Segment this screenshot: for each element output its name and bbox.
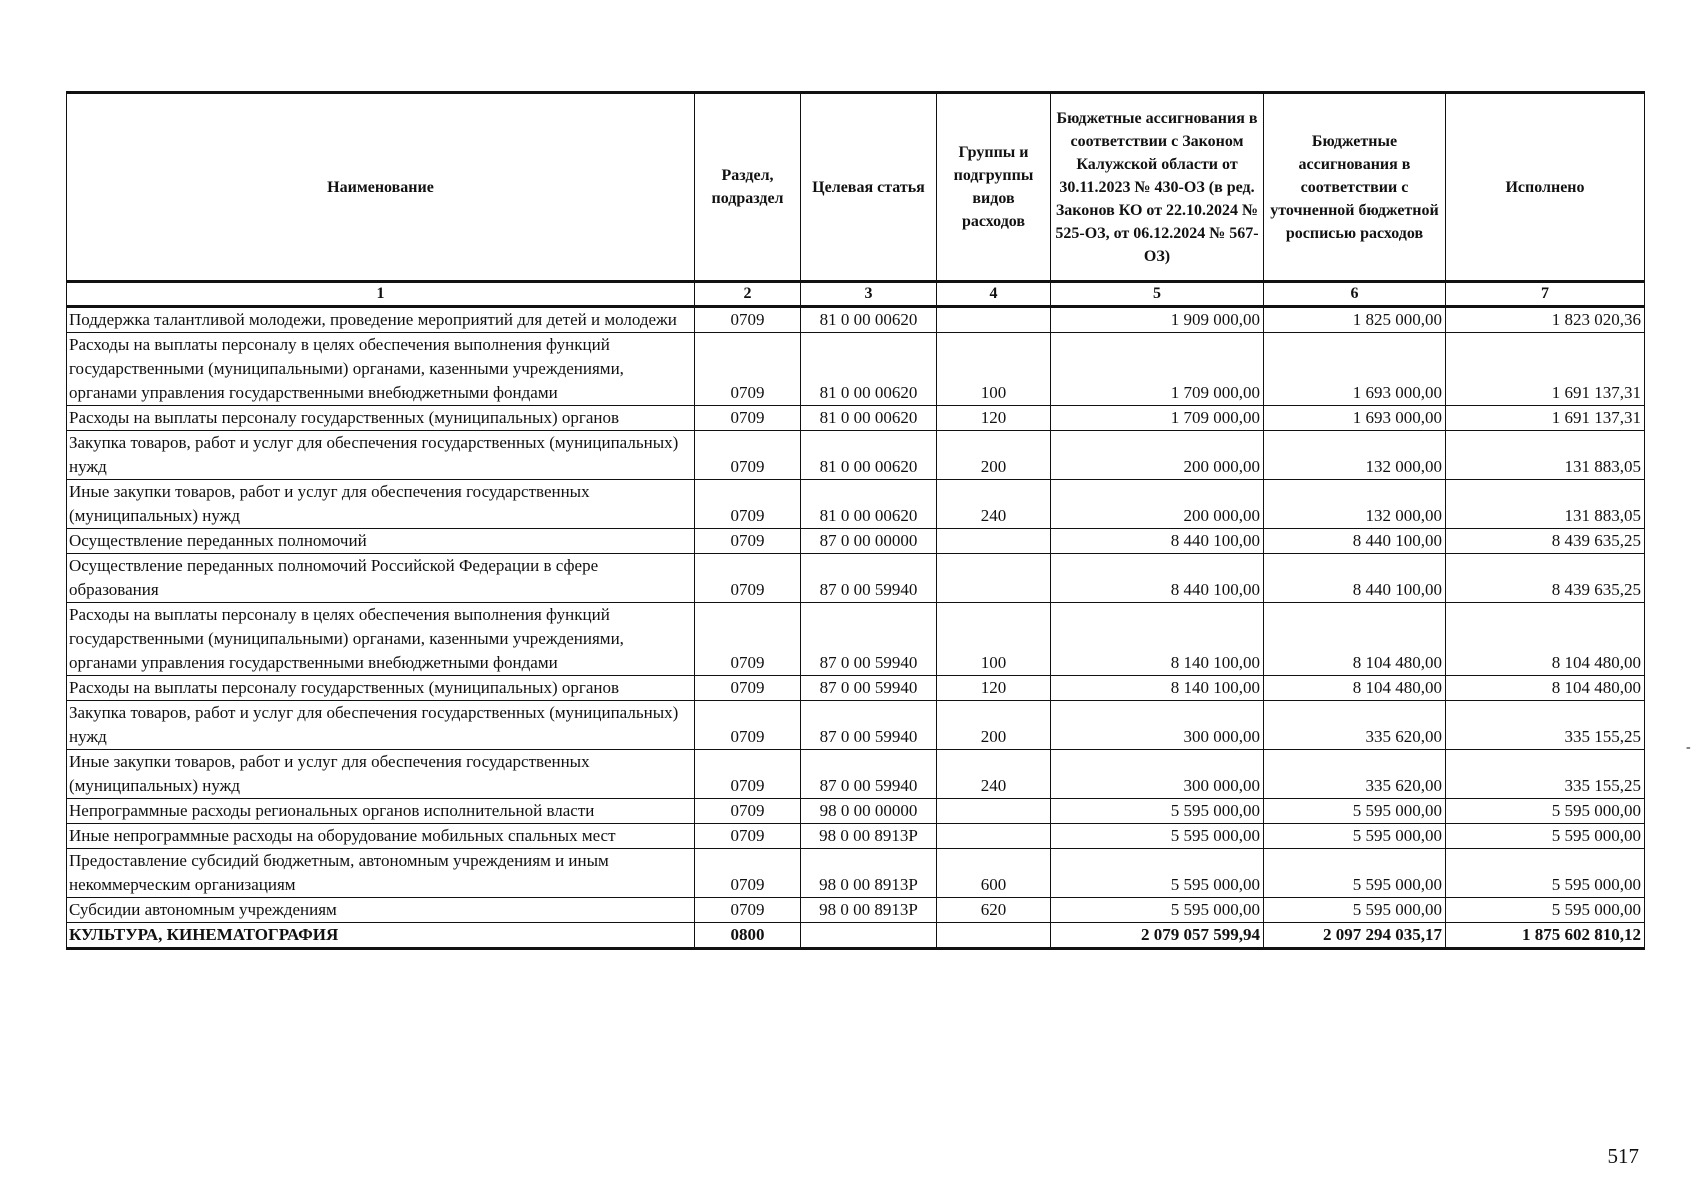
row-law-allocation: 8 440 100,00 — [1051, 529, 1264, 554]
row-expense-group: 200 — [937, 701, 1051, 750]
row-executed: 8 439 635,25 — [1446, 554, 1645, 603]
row-section: 0709 — [695, 529, 801, 554]
row-executed: 8 104 480,00 — [1446, 676, 1645, 701]
total-expense-group — [937, 923, 1051, 949]
margin-mark: - — [1686, 740, 1691, 755]
row-expense-group: 240 — [937, 750, 1051, 799]
row-target-article: 98 0 00 8913Р — [801, 898, 937, 923]
row-executed: 8 104 480,00 — [1446, 603, 1645, 676]
column-number: 3 — [801, 282, 937, 307]
total-name: КУЛЬТУРА, КИНЕМАТОГРАФИЯ — [67, 923, 695, 949]
row-law-allocation: 300 000,00 — [1051, 701, 1264, 750]
row-law-allocation: 200 000,00 — [1051, 431, 1264, 480]
row-budget-allocation: 1 825 000,00 — [1264, 307, 1446, 333]
row-law-allocation: 1 709 000,00 — [1051, 406, 1264, 431]
row-target-article: 98 0 00 00000 — [801, 799, 937, 824]
table-row — [67, 529, 1645, 554]
column-number: 1 — [67, 282, 695, 307]
table-body — [67, 307, 1645, 949]
total-executed: 1 875 602 810,12 — [1446, 923, 1645, 949]
total-law-allocation: 2 079 057 599,94 — [1051, 923, 1264, 949]
header-target-article: Целевая статья — [801, 93, 937, 282]
row-name: Осуществление переданных полномочий — [67, 529, 695, 554]
row-name: Непрограммные расходы региональных органов исполнительной власти — [67, 799, 695, 824]
table-row — [67, 750, 1645, 799]
row-law-allocation: 5 595 000,00 — [1051, 824, 1264, 849]
row-section: 0709 — [695, 824, 801, 849]
table-row — [67, 898, 1645, 923]
header-law-allocation: Бюджетные ассигнования в соответствии с Законом Калужской области от 30.11.2023 № 430-ОЗ (в ред. Законов КО от 22.10.2024 № 525-ОЗ, от 06.12.2024 № 567-ОЗ) — [1051, 93, 1264, 282]
row-name: Иные непрограммные расходы на оборудование мобильных спальных мест — [67, 824, 695, 849]
row-target-article: 81 0 00 00620 — [801, 406, 937, 431]
row-law-allocation: 8 140 100,00 — [1051, 603, 1264, 676]
row-budget-allocation: 132 000,00 — [1264, 431, 1446, 480]
row-expense-group: 600 — [937, 849, 1051, 898]
row-executed: 8 439 635,25 — [1446, 529, 1645, 554]
row-expense-group: 200 — [937, 431, 1051, 480]
table-row — [67, 431, 1645, 480]
row-section: 0709 — [695, 799, 801, 824]
row-name: Закупка товаров, работ и услуг для обеспечения государственных (муниципальных) нужд — [67, 701, 695, 750]
row-expense-group — [937, 554, 1051, 603]
row-executed: 1 691 137,31 — [1446, 333, 1645, 406]
row-section: 0709 — [695, 431, 801, 480]
row-executed: 5 595 000,00 — [1446, 898, 1645, 923]
table-row — [67, 406, 1645, 431]
row-budget-allocation: 335 620,00 — [1264, 701, 1446, 750]
row-law-allocation: 5 595 000,00 — [1051, 799, 1264, 824]
table-row — [67, 480, 1645, 529]
row-target-article: 87 0 00 59940 — [801, 603, 937, 676]
row-target-article: 98 0 00 8913Р — [801, 849, 937, 898]
row-expense-group: 620 — [937, 898, 1051, 923]
row-law-allocation: 1 709 000,00 — [1051, 333, 1264, 406]
header-executed: Исполнено — [1446, 93, 1645, 282]
row-expense-group: 240 — [937, 480, 1051, 529]
table-row — [67, 676, 1645, 701]
row-section: 0709 — [695, 603, 801, 676]
row-executed: 335 155,25 — [1446, 701, 1645, 750]
row-name: Иные закупки товаров, работ и услуг для обеспечения государственных (муниципальных) нужд — [67, 480, 695, 529]
row-budget-allocation: 5 595 000,00 — [1264, 849, 1446, 898]
row-executed: 5 595 000,00 — [1446, 824, 1645, 849]
row-law-allocation: 8 140 100,00 — [1051, 676, 1264, 701]
total-row — [67, 923, 1645, 949]
row-section: 0709 — [695, 406, 801, 431]
row-name: Иные закупки товаров, работ и услуг для обеспечения государственных (муниципальных) нужд — [67, 750, 695, 799]
row-law-allocation: 200 000,00 — [1051, 480, 1264, 529]
row-expense-group — [937, 307, 1051, 333]
row-law-allocation: 1 909 000,00 — [1051, 307, 1264, 333]
row-target-article: 87 0 00 59940 — [801, 676, 937, 701]
column-number: 4 — [937, 282, 1051, 307]
row-budget-allocation: 1 693 000,00 — [1264, 406, 1446, 431]
table-row — [67, 554, 1645, 603]
row-expense-group — [937, 799, 1051, 824]
row-section: 0709 — [695, 898, 801, 923]
row-budget-allocation: 1 693 000,00 — [1264, 333, 1446, 406]
row-section: 0709 — [695, 307, 801, 333]
row-target-article: 81 0 00 00620 — [801, 431, 937, 480]
row-budget-allocation: 5 595 000,00 — [1264, 824, 1446, 849]
row-expense-group: 120 — [937, 406, 1051, 431]
total-section: 0800 — [695, 923, 801, 949]
row-name: Расходы на выплаты персоналу в целях обеспечения выполнения функций государственными (муниципальными) органами, казенными учреждениями, органами управления государственными внебюджетными фондами — [67, 603, 695, 676]
table-row — [67, 799, 1645, 824]
row-law-allocation: 300 000,00 — [1051, 750, 1264, 799]
column-number-row — [67, 282, 1645, 307]
row-target-article: 87 0 00 00000 — [801, 529, 937, 554]
row-budget-allocation: 132 000,00 — [1264, 480, 1446, 529]
row-law-allocation: 5 595 000,00 — [1051, 898, 1264, 923]
row-expense-group: 100 — [937, 603, 1051, 676]
row-section: 0709 — [695, 554, 801, 603]
row-target-article: 87 0 00 59940 — [801, 750, 937, 799]
budget-table-sheet — [66, 91, 1644, 950]
row-expense-group: 100 — [937, 333, 1051, 406]
row-section: 0709 — [695, 701, 801, 750]
row-target-article: 87 0 00 59940 — [801, 701, 937, 750]
table-row — [67, 307, 1645, 333]
column-number: 5 — [1051, 282, 1264, 307]
row-executed: 131 883,05 — [1446, 480, 1645, 529]
row-name: Расходы на выплаты персоналу государственных (муниципальных) органов — [67, 406, 695, 431]
row-section: 0709 — [695, 849, 801, 898]
row-budget-allocation: 8 104 480,00 — [1264, 676, 1446, 701]
row-name: Осуществление переданных полномочий Российской Федерации в сфере образования — [67, 554, 695, 603]
row-budget-allocation: 5 595 000,00 — [1264, 898, 1446, 923]
header-section: Раздел, подраздел — [695, 93, 801, 282]
row-target-article: 87 0 00 59940 — [801, 554, 937, 603]
row-name: Закупка товаров, работ и услуг для обеспечения государственных (муниципальных) нужд — [67, 431, 695, 480]
table-row — [67, 824, 1645, 849]
header-name: Наименование — [67, 93, 695, 282]
header-budget-allocation: Бюджетные ассигнования в соответствии с уточненной бюджетной росписью расходов — [1264, 93, 1446, 282]
row-executed: 335 155,25 — [1446, 750, 1645, 799]
row-name: Поддержка талантливой молодежи, проведение мероприятий для детей и молодежи — [67, 307, 695, 333]
row-target-article: 81 0 00 00620 — [801, 333, 937, 406]
row-budget-allocation: 8 440 100,00 — [1264, 529, 1446, 554]
row-law-allocation: 8 440 100,00 — [1051, 554, 1264, 603]
row-section: 0709 — [695, 480, 801, 529]
row-budget-allocation: 8 104 480,00 — [1264, 603, 1446, 676]
row-executed: 1 823 020,36 — [1446, 307, 1645, 333]
row-expense-group — [937, 824, 1051, 849]
table-row — [67, 333, 1645, 406]
column-number: 6 — [1264, 282, 1446, 307]
total-target-article — [801, 923, 937, 949]
row-name: Субсидии автономным учреждениям — [67, 898, 695, 923]
table-row — [67, 849, 1645, 898]
row-executed: 131 883,05 — [1446, 431, 1645, 480]
row-section: 0709 — [695, 750, 801, 799]
row-target-article: 98 0 00 8913Р — [801, 824, 937, 849]
column-number: 7 — [1446, 282, 1645, 307]
row-target-article: 81 0 00 00620 — [801, 480, 937, 529]
row-name: Расходы на выплаты персоналу в целях обеспечения выполнения функций государственными (муниципальными) органами, казенными учреждениями, органами управления государственными внебюджетными фондами — [67, 333, 695, 406]
table-row — [67, 603, 1645, 676]
row-expense-group — [937, 529, 1051, 554]
row-executed: 5 595 000,00 — [1446, 799, 1645, 824]
total-budget-allocation: 2 097 294 035,17 — [1264, 923, 1446, 949]
row-executed: 5 595 000,00 — [1446, 849, 1645, 898]
row-law-allocation: 5 595 000,00 — [1051, 849, 1264, 898]
page-number: 517 — [1607, 1144, 1639, 1168]
header-expense-group: Группы и подгруппы видов расходов — [937, 93, 1051, 282]
table-row — [67, 701, 1645, 750]
row-section: 0709 — [695, 333, 801, 406]
row-budget-allocation: 8 440 100,00 — [1264, 554, 1446, 603]
row-name: Расходы на выплаты персоналу государственных (муниципальных) органов — [67, 676, 695, 701]
row-budget-allocation: 335 620,00 — [1264, 750, 1446, 799]
column-number: 2 — [695, 282, 801, 307]
row-budget-allocation: 5 595 000,00 — [1264, 799, 1446, 824]
budget-table — [66, 91, 1645, 950]
row-expense-group: 120 — [937, 676, 1051, 701]
row-executed: 1 691 137,31 — [1446, 406, 1645, 431]
row-target-article: 81 0 00 00620 — [801, 307, 937, 333]
row-name: Предоставление субсидий бюджетным, автономным учреждениям и иным некоммерческим организациям — [67, 849, 695, 898]
row-section: 0709 — [695, 676, 801, 701]
header-row — [67, 93, 1645, 282]
